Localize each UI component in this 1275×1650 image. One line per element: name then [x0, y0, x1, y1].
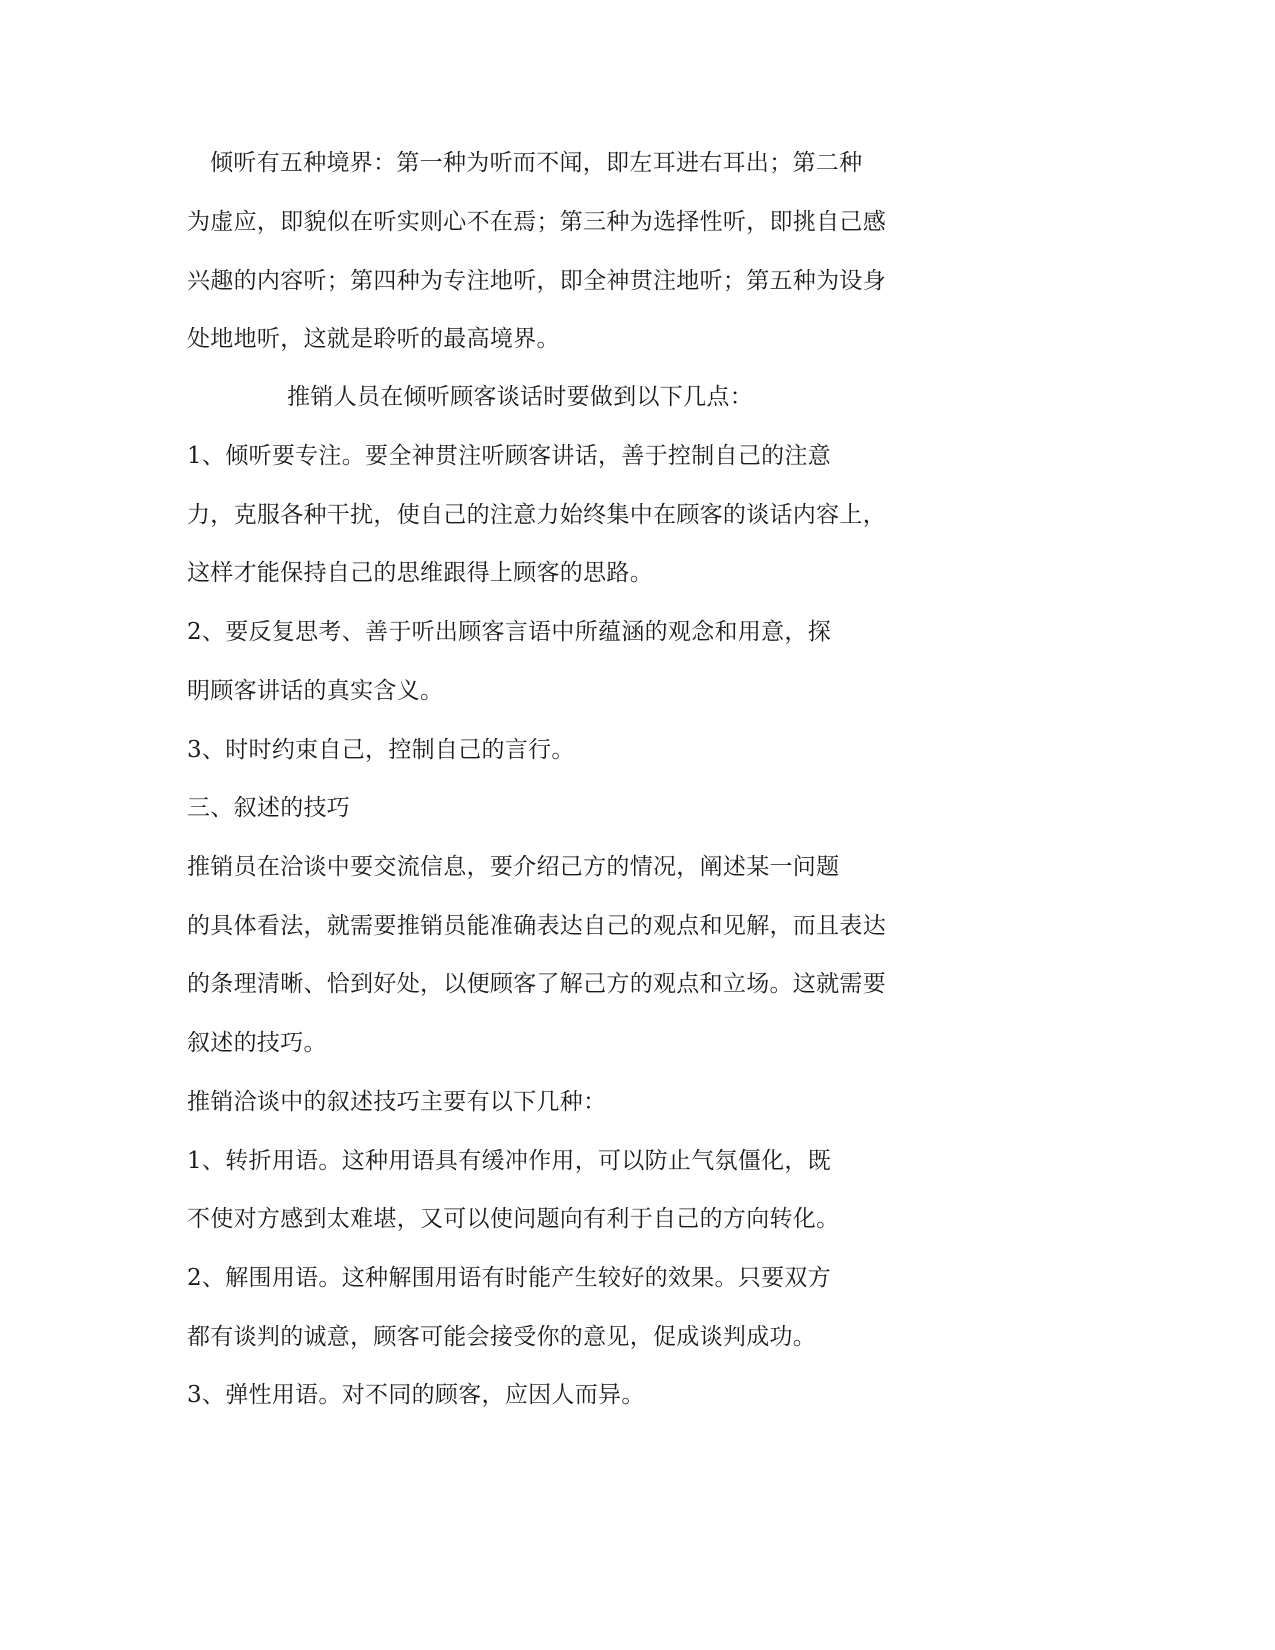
paragraph-line: 处地地听，这就是聆听的最高境界。: [187, 326, 560, 352]
paragraph-line: 都有谈判的诚意，顾客可能会接受你的意见，促成谈判成功。: [187, 1324, 817, 1350]
paragraph-line: 不使对方感到太难堪，又可以使问题向有利于自己的方向转化。: [187, 1206, 840, 1232]
paragraph-line: 推销员在洽谈中要交流信息，要介绍己方的情况，阐述某一问题: [187, 854, 840, 880]
list-item-line: 1、倾听要专注。要全神贯注听顾客讲话，善于控制自己的注意: [187, 443, 832, 469]
section-heading: 三、叙述的技巧: [187, 795, 351, 821]
list-item-line: 3、时时约束自己，控制自己的言行。: [187, 737, 575, 763]
paragraph-line: 倾听有五种境界：第一种为听而不闻，即左耳进右耳出；第二种: [210, 150, 863, 176]
list-item-line: 3、弹性用语。对不同的顾客，应因人而异。: [187, 1382, 645, 1408]
paragraph-line: 明顾客讲话的真实含义。: [187, 678, 444, 704]
list-item-line: 2、要反复思考、善于听出顾客言语中所蕴涵的观念和用意，探: [187, 619, 832, 645]
paragraph-line: 这样才能保持自己的思维跟得上顾客的思路。: [187, 560, 653, 586]
paragraph-line: 推销洽谈中的叙述技巧主要有以下几种：: [187, 1089, 607, 1115]
list-item-line: 1、转折用语。这种用语具有缓冲作用，可以防止气氛僵化，既: [187, 1148, 832, 1174]
paragraph-line: 为虚应，即貌似在听实则心不在焉；第三种为选择性听，即挑自己感: [187, 209, 886, 235]
paragraph-line: 的条理清晰、恰到好处，以便顾客了解己方的观点和立场。这就需要: [187, 971, 886, 997]
paragraph-line: 兴趣的内容听；第四种为专注地听，即全神贯注地听；第五种为设身: [187, 268, 886, 294]
paragraph-line: 叙述的技巧。: [187, 1030, 327, 1056]
paragraph-line: 的具体看法，就需要推销员能准确表达自己的观点和见解，而且表达: [187, 913, 886, 939]
paragraph-line: 推销人员在倾听顾客谈话时要做到以下几点：: [287, 384, 753, 410]
list-item-line: 2、解围用语。这种解围用语有时能产生较好的效果。只要双方: [187, 1265, 832, 1291]
paragraph-line: 力，克服各种干扰，使自己的注意力始终集中在顾客的谈话内容上，: [187, 502, 886, 528]
